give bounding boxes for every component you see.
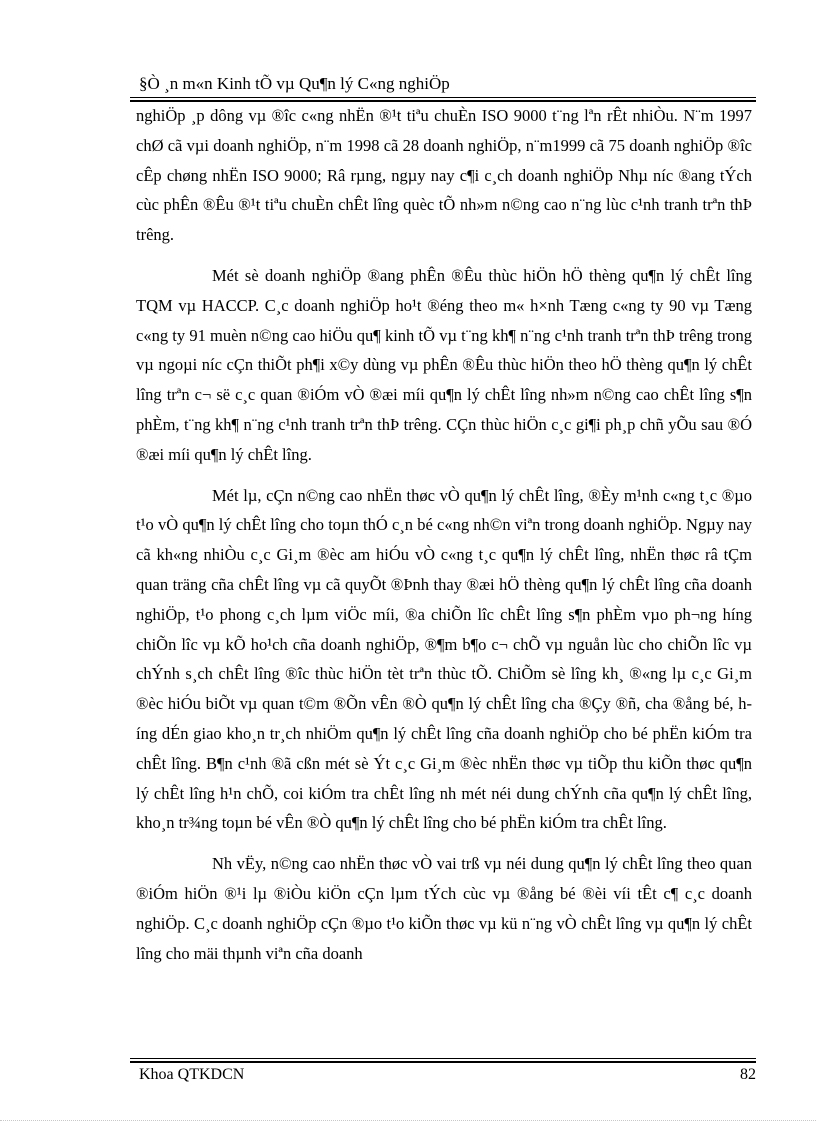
- paragraph-gap: [136, 838, 752, 849]
- footer-department: Khoa QTKDCN: [139, 1066, 245, 1083]
- paragraph-4: Nh vËy, n©ng cao nhËn thøc vÒ vai trß vµ néi dung qu¶n lý chÊt lîng theo quan ®iÓm hiÖn ®¹i lµ ®iÒu kiÖn cÇn lµm tÝch cùc vµ ®ång bé ®èi víi tÊt c¶ c¸c doanh nghiÖp. C¸c doanh nghiÖp cÇn ®µo t¹o kiÕn thøc vµ kü n¨ng vÒ chÊt lîng vµ qu¶n lý chÊt lîng cho mäi thµnh viªn cña doanh: [136, 854, 752, 963]
- paragraph-gap: [136, 250, 752, 261]
- page-header-title: §Ò ¸n m«n Kinh tÕ vµ Qu¶n lý C«ng nghiÖp: [139, 74, 450, 93]
- paragraph-1: nghiÖp ¸p dông vµ ®îc c«ng nhËn ®¹t tiªu chuÈn ISO 9000 t¨ng lªn rÊt nhiÒu. N¨m 1997 chØ cã vµi doanh nghiÖp, n¨m 1998 cã 28 doanh nghiÖp, n¨m1999 cã 75 doanh nghiÖp ®îc cÊp chøng nhËn ISO 9000; Râ rµng, ngµy nay c¶i c¸ch doanh nghiÖp Nhµ níc ®ang tÝch cùc phÊn ®Êu ®¹t tiªu chuÈn chÊt lîng quèc tÕ nh»m n©ng cao n¨ng lùc c¹nh tranh trªn thÞ trêng.: [136, 106, 752, 245]
- paragraph-gap: [136, 470, 752, 481]
- paragraph-3: Mét lµ, cÇn n©ng cao nhËn thøc vÒ qu¶n lý chÊt lîng, ®Èy m¹nh c«ng t¸c ®µo t¹o vÒ qu¶n lý chÊt lîng cho toµn thÓ c¸n bé c«ng nh©n viªn trong doanh nghiÖp. Ngµy nay cã kh«ng nhiÒu c¸c Gi¸m ®èc am hiÓu vÒ c«ng t¸c qu¶n lý chÊt lîng, nhËn thøc râ tÇm quan träng cña chÊt lîng vµ cã quyÕt ®Þnh thay ®æi hÖ thèng qu¶n lý chÊt lîng cña doanh nghiÖp, t¹o phong c¸ch lµm viÖc míi, ®a chiÕn lîc chÊt lîng s¶n phÈm vµo ph¬ng híng chiÕn lîc vµ kÕ ho¹ch cña doanh nghiÖp, ®¶m b¶o c¬ chÕ vµ nguån lùc cho chiÕn lîc vµ chÝnh s¸ch chÊt lîng ®îc thùc hiÖn tèt trªn thùc tÕ. ChiÕm sè lîng kh¸ ®«ng lµ c¸c Gi¸m ®èc hiÓu biÕt vµ quan t©m ®Õn vÊn ®Ò qu¶n lý chÊt lîng cha ®Çy ®ñ, cha ®ång bé, híng dÉn giao kho¸n tr¸ch nhiÖm qu¶n lý chÊt lîng cña doanh nghiÖp cho bé phËn kiÓm tra chÊt lîng. B¶n c¹nh ®ã cßn mét sè Ýt c¸c Gi¸m ®èc nhËn thøc vµ tiÕp thu kiÕn thøc qu¶n lý chÊt lîng h¹n chÕ, coi kiÓm tra chÊt lîng nh mét néi dung chÝnh cña qu¶n lý chÊt lîng, kho¸n tr¾ng toµn bé vÊn ®Ò qu¶n lý chÊt lîng cho bé phËn kiÓm tra chÊt lîng.: [136, 485, 752, 833]
- paragraph-2: Mét sè doanh nghiÖp ®ang phÊn ®Êu thùc hiÖn hÖ thèng qu¶n lý chÊt lîng TQM vµ HACCP. C¸c doanh nghiÖp ho¹t ®éng theo m« h×nh Tæng c«ng ty 90 vµ Tæng c«ng ty 91 muèn n©ng cao hiÖu qu¶ kinh tÕ vµ t¨ng kh¶ n¨ng c¹nh tranh trªn thÞ trêng trong vµ ngoµi níc cÇn thiÕt ph¶i x©y dùng vµ phÊn ®Êu thùc hiÖn theo hÖ thèng qu¶n lý chÊt lîng trªn c¬ së c¸c quan ®iÓm vÒ ®æi míi qu¶n lý chÊt lîng nh»m n©ng cao chÊt lîng s¶n phÈm, t¨ng kh¶ n¨ng c¹nh tranh trªn thÞ trêng. CÇn thùc hiÖn c¸c gi¶i ph¸p chñ yÕu sau ®Ó ®æi míi qu¶n lý chÊt lîng.: [136, 265, 752, 464]
- footer-divider-thick: [130, 1061, 756, 1063]
- page-edge-dotted-line: [0, 1120, 816, 1121]
- header-divider-thin: [130, 97, 756, 98]
- page-number: 82: [740, 1066, 756, 1083]
- body-text: [136, 101, 752, 968]
- footer-divider-thin: [130, 1058, 756, 1059]
